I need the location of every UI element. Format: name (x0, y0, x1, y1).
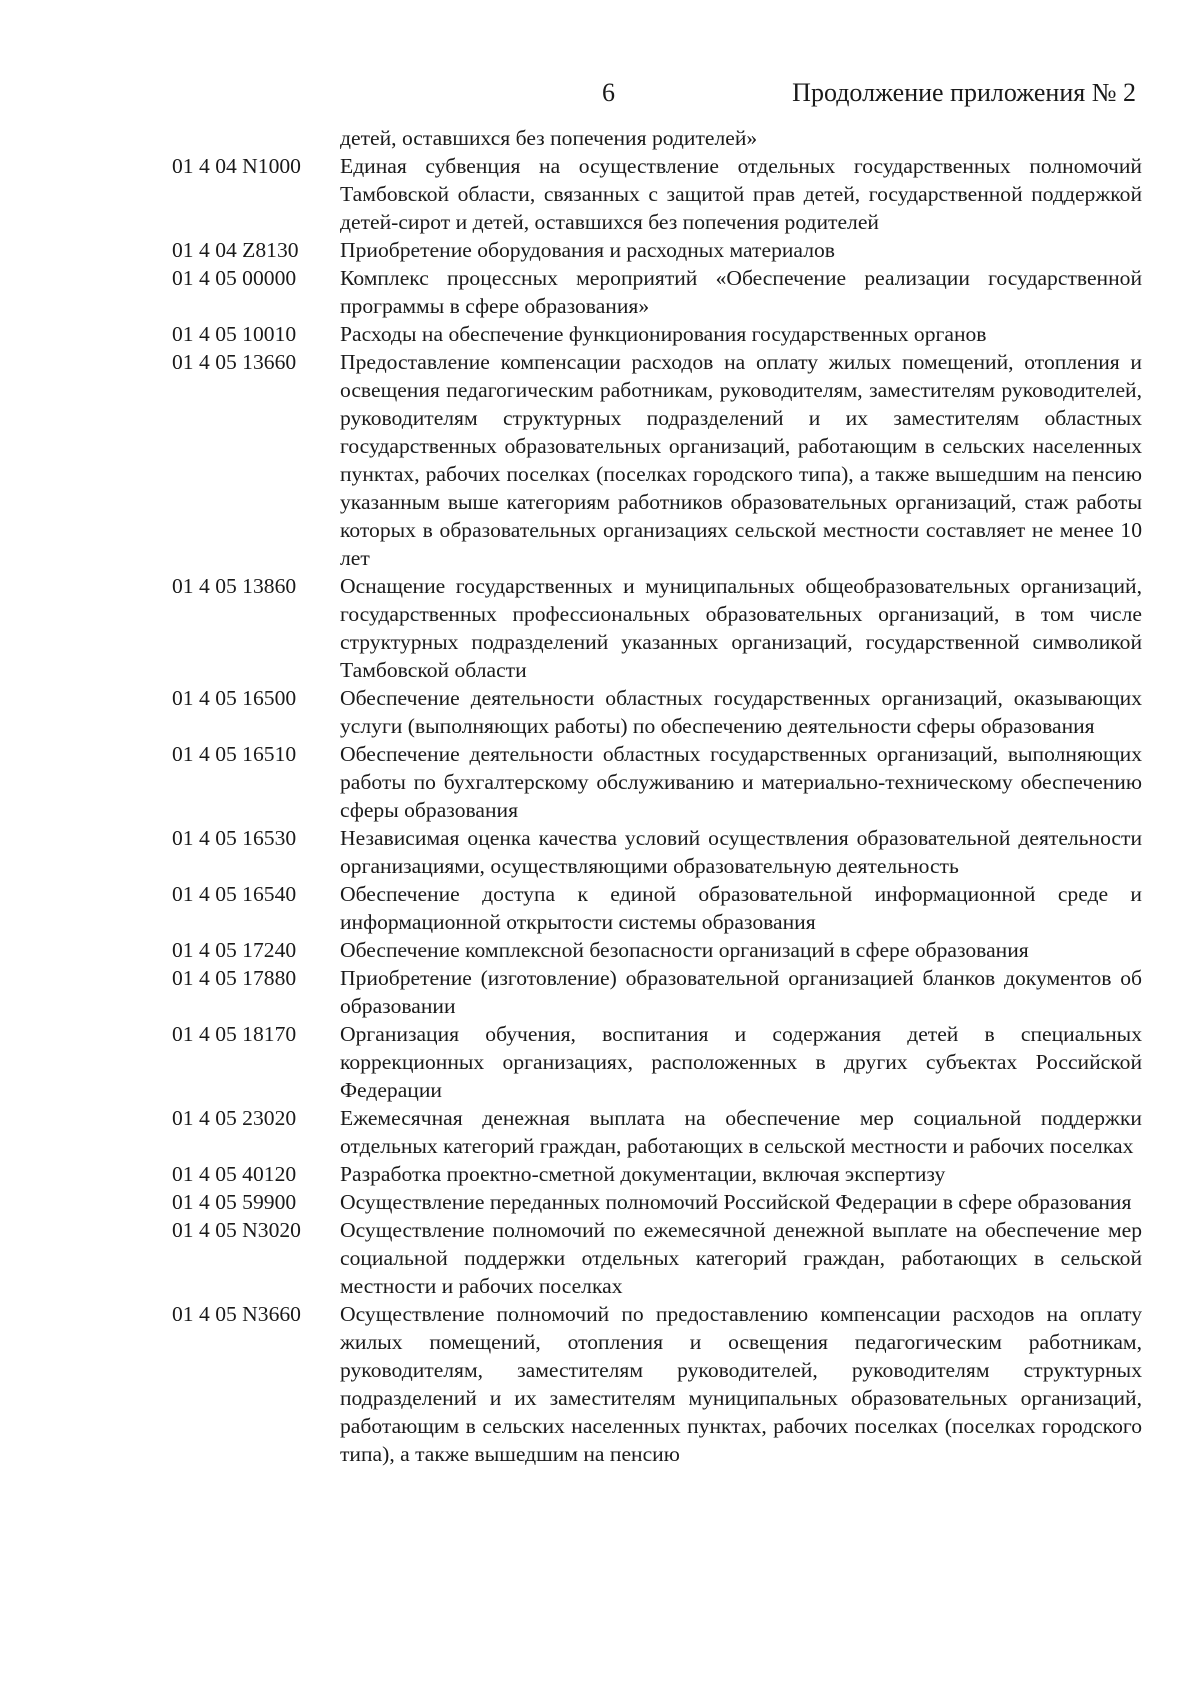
table-row (172, 1160, 1142, 1188)
budget-code: 01 4 05 16530 (172, 826, 297, 850)
table-row (172, 572, 1142, 684)
code-description: Оснащение государственных и муниципальных общеобразовательных организаций, государственных профессиональных образовательных организаций, в том числе структурных подразделений указанных организаций, государственной символикой Тамбовской области (340, 574, 1142, 682)
budget-code: 01 4 05 18170 (172, 1022, 297, 1046)
budget-code: 01 4 05 N3020 (172, 1218, 301, 1242)
code-description: Обеспечение деятельности областных государственных организаций, оказывающих услуги (выполняющих работы) по обеспечению деятельности сферы образования (340, 686, 1142, 738)
continued-text: детей, оставшихся без попечения родителей» (340, 126, 758, 150)
budget-code: 01 4 05 17880 (172, 966, 297, 990)
budget-code: 01 4 05 13660 (172, 350, 297, 374)
budget-code: 01 4 05 13860 (172, 574, 297, 598)
table-row (172, 824, 1142, 880)
code-description: Обеспечение деятельности областных государственных организаций, выполняющих работы по бухгалтерскому обслуживанию и материально-техническому обеспечению сферы образования (340, 742, 1142, 822)
budget-code: 01 4 05 16500 (172, 686, 297, 710)
table-row (172, 936, 1142, 964)
budget-code: 01 4 05 23020 (172, 1106, 297, 1130)
code-description: Осуществление переданных полномочий Российской Федерации в сфере образования (340, 1190, 1132, 1214)
code-description: Осуществление полномочий по ежемесячной денежной выплате на обеспечение мер социальной поддержки отдельных категорий граждан, работающих в сельской местности и рабочих поселках (340, 1218, 1142, 1298)
code-description: Приобретение (изготовление) образовательной организацией бланков документов об образовании (340, 966, 1142, 1018)
budget-code: 01 4 04 N1000 (172, 154, 301, 178)
table-row (172, 684, 1142, 740)
budget-code: 01 4 04 Z8130 (172, 238, 299, 262)
code-table (172, 124, 1142, 1468)
code-description: Обеспечение доступа к единой образовательной информационной среде и информационной открытости системы образования (340, 882, 1142, 934)
code-description: Комплекс процессных мероприятий «Обеспечение реализации государственной программы в сфере образования» (340, 266, 1142, 318)
code-description: Приобретение оборудования и расходных материалов (340, 238, 835, 262)
budget-code: 01 4 05 16540 (172, 882, 297, 906)
table-row (172, 1216, 1142, 1300)
table-row (172, 964, 1142, 1020)
table-row (172, 1104, 1142, 1160)
table-row (172, 348, 1142, 572)
code-description: Организация обучения, воспитания и содержания детей в специальных коррекционных организациях, расположенных в других субъектах Российской Федерации (340, 1022, 1142, 1102)
budget-code: 01 4 05 10010 (172, 322, 297, 346)
table-row (172, 740, 1142, 824)
table-row (172, 1188, 1142, 1216)
code-description: Единая субвенция на осуществление отдельных государственных полномочий Тамбовской области, связанных с защитой прав детей, государственной поддержкой детей-сирот и детей, оставшихся без попечения родителей (340, 154, 1142, 234)
table-row (172, 264, 1142, 320)
budget-code: 01 4 05 40120 (172, 1162, 297, 1186)
code-description: Разработка проектно-сметной документации, включая экспертизу (340, 1162, 946, 1186)
budget-code: 01 4 05 17240 (172, 938, 297, 962)
budget-code: 01 4 05 N3660 (172, 1302, 301, 1326)
table-row (172, 320, 1142, 348)
table-row (172, 236, 1142, 264)
code-description: Независимая оценка качества условий осуществления образовательной деятельности организациями, осуществляющими образовательную деятельность (340, 826, 1142, 878)
code-description: Расходы на обеспечение функционирования государственных органов (340, 322, 987, 346)
budget-code: 01 4 05 16510 (172, 742, 297, 766)
code-description: Предоставление компенсации расходов на оплату жилых помещений, отопления и освещения педагогическим работникам, руководителям, заместителям руководителей, руководителям структурных подразделений и их заместителям областных государственных образовательных организаций, работающим в сельских населенных пунктах, рабочих поселках (поселках городского типа), а также вышедшим на пенсию указанным выше категориям работников образовательных организаций, стаж работы которых в образовательных организациях сельской местности составляет не менее 10 лет (340, 350, 1142, 570)
code-description: Обеспечение комплексной безопасности организаций в сфере образования (340, 938, 1029, 962)
code-description: Ежемесячная денежная выплата на обеспечение мер социальной поддержки отдельных категорий граждан, работающих в сельской местности и рабочих поселках (340, 1106, 1142, 1158)
table-row (172, 152, 1142, 236)
budget-code: 01 4 05 59900 (172, 1190, 297, 1214)
table-row (172, 1020, 1142, 1104)
page-number: 6 (602, 78, 615, 107)
table-row (172, 1300, 1142, 1468)
budget-code: 01 4 05 00000 (172, 266, 297, 290)
table-row (172, 880, 1142, 936)
code-description: Осуществление полномочий по предоставлению компенсации расходов на оплату жилых помещений, отопления и освещения педагогическим работникам, руководителям, заместителям руководителей, руководителям структурных подразделений и их заместителям муниципальных образовательных организаций, работающим в сельских населенных пунктах, рабочих поселках (поселках городского типа), а также вышедшим на пенсию (340, 1302, 1142, 1466)
page-header (0, 78, 1200, 118)
appendix-caption: Продолжение приложения № 2 (792, 78, 1136, 107)
